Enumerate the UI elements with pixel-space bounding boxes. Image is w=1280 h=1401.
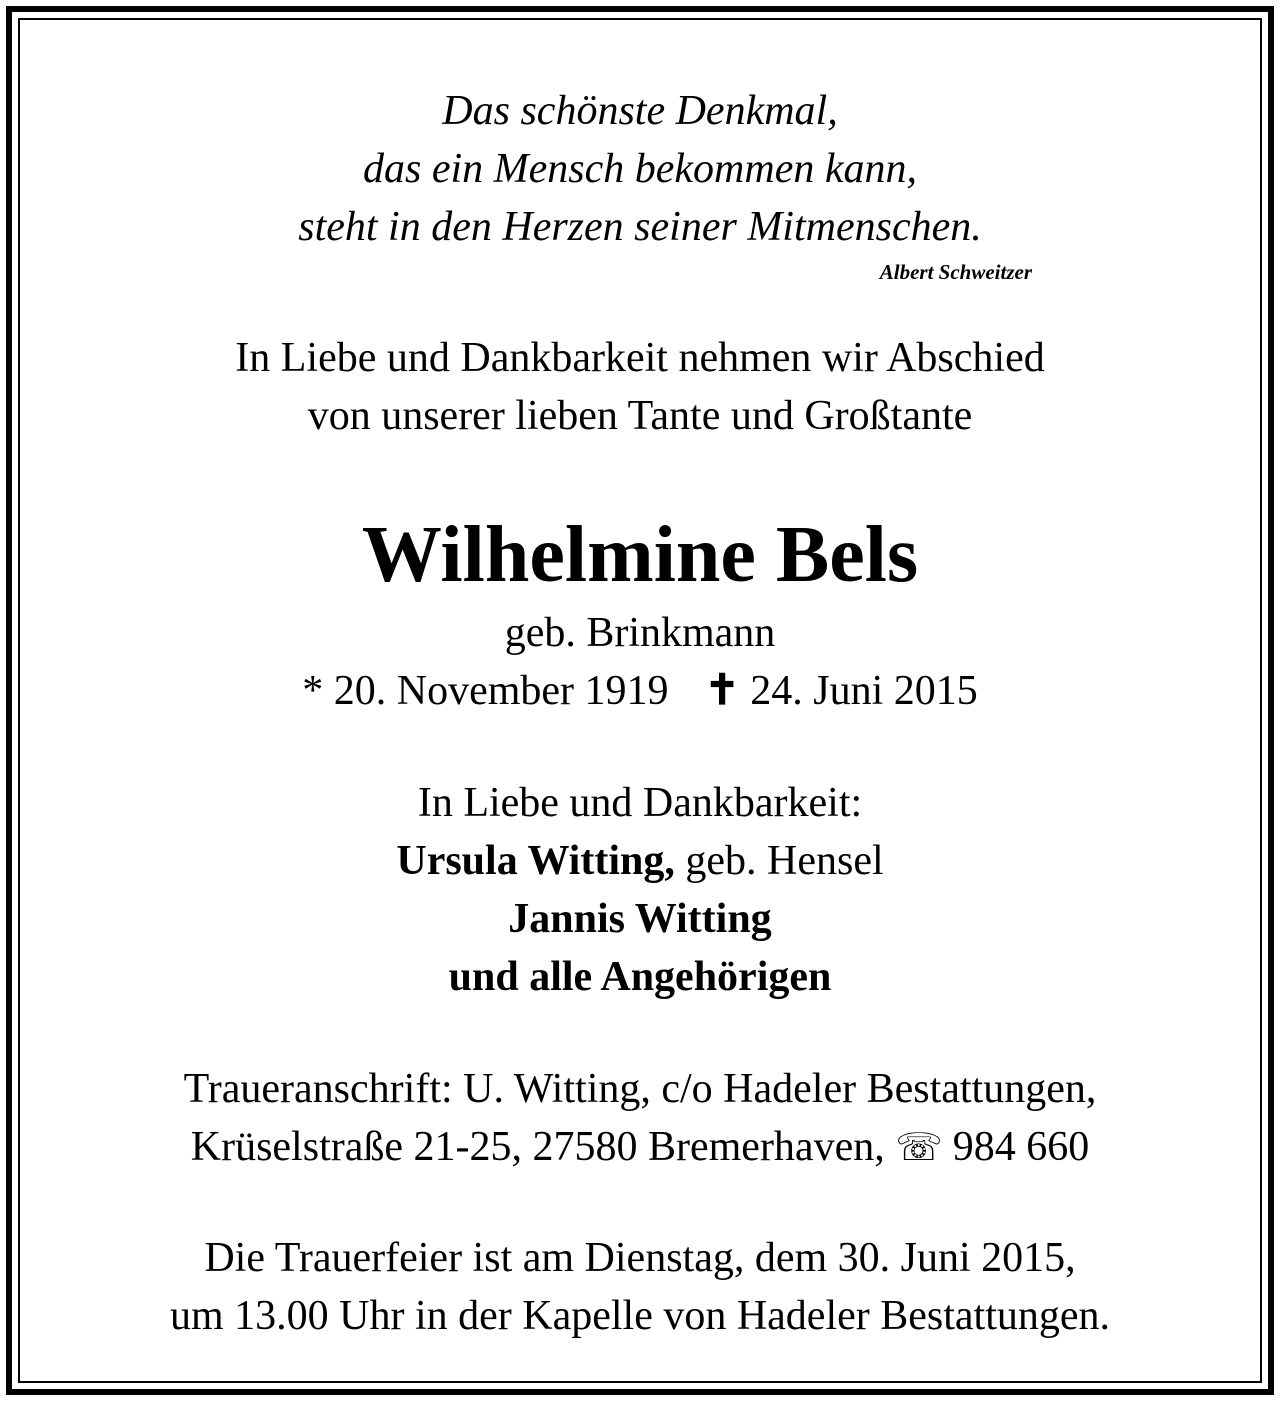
death-date: 24. Juni 2015 <box>750 668 978 714</box>
phone-icon: ☏ <box>895 1127 943 1169</box>
quote-line-3: steht in den Herzen seiner Mitmenschen. <box>298 204 982 250</box>
mourner-jannis: Jannis Witting <box>508 896 772 942</box>
address-street: Krüselstraße 21-25, 27580 Bremerhaven, <box>190 1124 885 1170</box>
ceremony-line-1: Die Trauerfeier ist am Dienstag, dem 30. Juni 2015, <box>204 1235 1076 1281</box>
ceremony-line-2: um 13.00 Uhr in der Kapelle von Hadeler Bestattungen. <box>169 1293 1111 1339</box>
address-line-1: Traueranschrift: U. Witting, c/o Hadeler Bestattungen, <box>183 1066 1097 1112</box>
intro-line-2: von unserer lieben Tante und Großtante <box>307 393 973 439</box>
quote-line-1: Das schönste Denkmal, <box>442 88 838 134</box>
birth-date: * 20. November 1919 <box>302 668 669 714</box>
life-dates <box>0 670 1280 712</box>
deceased-name: Wilhelmine Bels <box>361 511 919 599</box>
quote-author: Albert Schweitzer <box>879 260 1032 284</box>
mourner-ursula <box>0 840 1280 882</box>
intro-line-1: In Liebe und Dankbarkeit nehmen wir Abschied <box>235 335 1045 381</box>
birth-name: geb. Brinkmann <box>504 610 776 656</box>
cross-icon: ✝ <box>704 668 740 714</box>
quote-line-2: das ein Mensch bekommen kann, <box>363 146 917 192</box>
address-line-2 <box>0 1126 1280 1168</box>
mourners-others: und alle Angehörigen <box>448 954 832 1000</box>
mourner-ursula-name: Ursula Witting, <box>396 838 675 884</box>
phone-number: 984 660 <box>952 1124 1090 1170</box>
mourner-ursula-birthname: geb. Hensel <box>674 838 884 884</box>
mourners-heading: In Liebe und Dankbarkeit: <box>417 780 863 826</box>
